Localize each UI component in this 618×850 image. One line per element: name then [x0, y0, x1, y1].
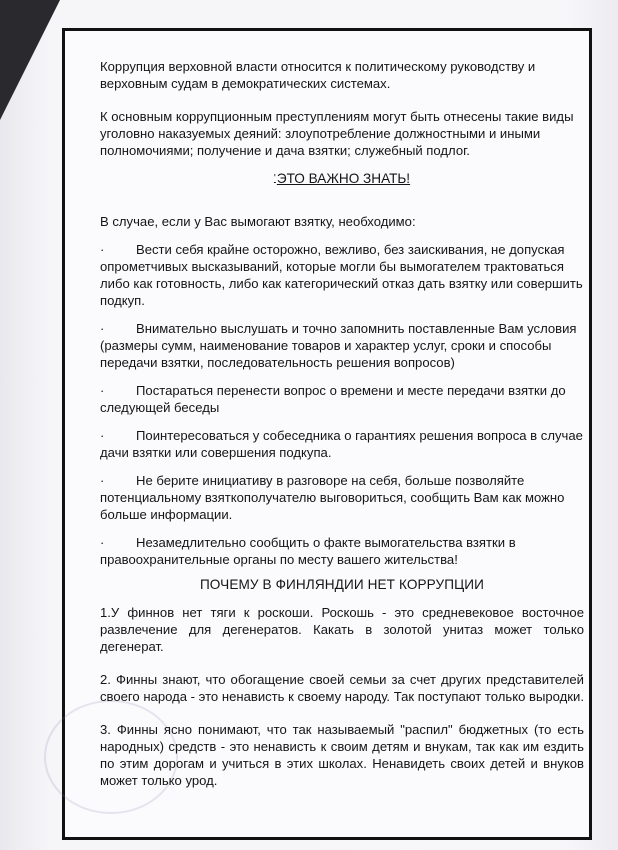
bullet-text: Не берите инициативу в разговоре на себя, больше позволяйте потенциальному взяткополучателю выговориться, сообщить Вам как можно больше информации.: [100, 473, 565, 522]
finland-point: 3. Финны ясно понимают, что так называемый "распил" бюджетных (то есть народных) средств - это ненависть к своим детям и внукам, так как им ездить по этим дорогам и учиться в этих школах. Ненавидеть своих детей и внуков может только урод.: [100, 722, 584, 788]
bullet-text: Незамедлительно сообщить о факте вымогательства взятки в правоохранительные органы по месту вашего жительства!: [100, 535, 516, 567]
bullet-item: [100, 320, 584, 371]
bullet-text: Поинтересоваться у собеседника о гарантиях решения вопроса в случае дачи взятки или совершения подкупа.: [100, 428, 583, 460]
extortion-intro: В случае, если у Вас вымогают взятку, необходимо:: [100, 214, 416, 229]
intro-paragraph-1: Коррупция верховной власти относится к политическому руководству и верховным судам в демократических системах.: [100, 59, 536, 91]
important-heading: ЭТО ВАЖНО ЗНАТЬ!: [276, 171, 411, 186]
document-body: [100, 58, 584, 789]
bullet-dot: ·: [100, 321, 105, 336]
finland-point: 1.У финнов нет тяги к роскоши. Роскошь - это средневековое восточное развлечение для дегенератов. Какать в золотой унитаз может только дегенерат.: [100, 605, 584, 654]
bullet-item: [100, 427, 584, 461]
bullet-text: Внимательно выслушать и точно запомнить поставленные Вам условия (размеры сумм, наименование товаров и характер услуг, сроки и способы передачи взятки, последовательность решения вопросов): [100, 321, 577, 370]
bullet-dot: ·: [100, 242, 105, 257]
finland-heading: ПОЧЕМУ В ФИНЛЯНДИИ НЕТ КОРРУПЦИИ: [199, 577, 485, 592]
bullet-item: [100, 382, 584, 416]
bullet-dot: ·: [100, 535, 105, 550]
important-mark: ': [273, 173, 276, 184]
bullet-text: Вести себя крайне осторожно, вежливо, без заискивания, не допуская опрометчивых высказываний, которые могли бы вымогателем трактоваться либо как готовность, либо как категорический отказ дать взятку или совершить подкуп.: [100, 242, 583, 308]
bullet-dot: ·: [100, 428, 105, 443]
bullet-item: [100, 241, 584, 309]
scan-corner-shadow: [0, 0, 60, 120]
bullet-text: Постараться перенести вопрос о времени и месте передачи взятки до следующей беседы: [100, 383, 566, 415]
bullet-dot: ·: [100, 383, 105, 398]
bullet-dot: ·: [100, 473, 105, 488]
important-heading-line: [100, 170, 584, 189]
intro-paragraph-2: К основным коррупционным преступлениям могут быть отнесены такие виды уголовно наказуемых деяний: злоупотребление должностными и иными полномочиями; получение и дача взятки; служебный подлог.: [100, 109, 574, 158]
bullet-item: [100, 472, 584, 523]
finland-point: 2. Финны знают, что обогащение своей семьи за счет других представителей своего народа - это ненависть к своему народу. Так поступают только выродки.: [100, 672, 584, 704]
bullet-item: [100, 534, 584, 568]
